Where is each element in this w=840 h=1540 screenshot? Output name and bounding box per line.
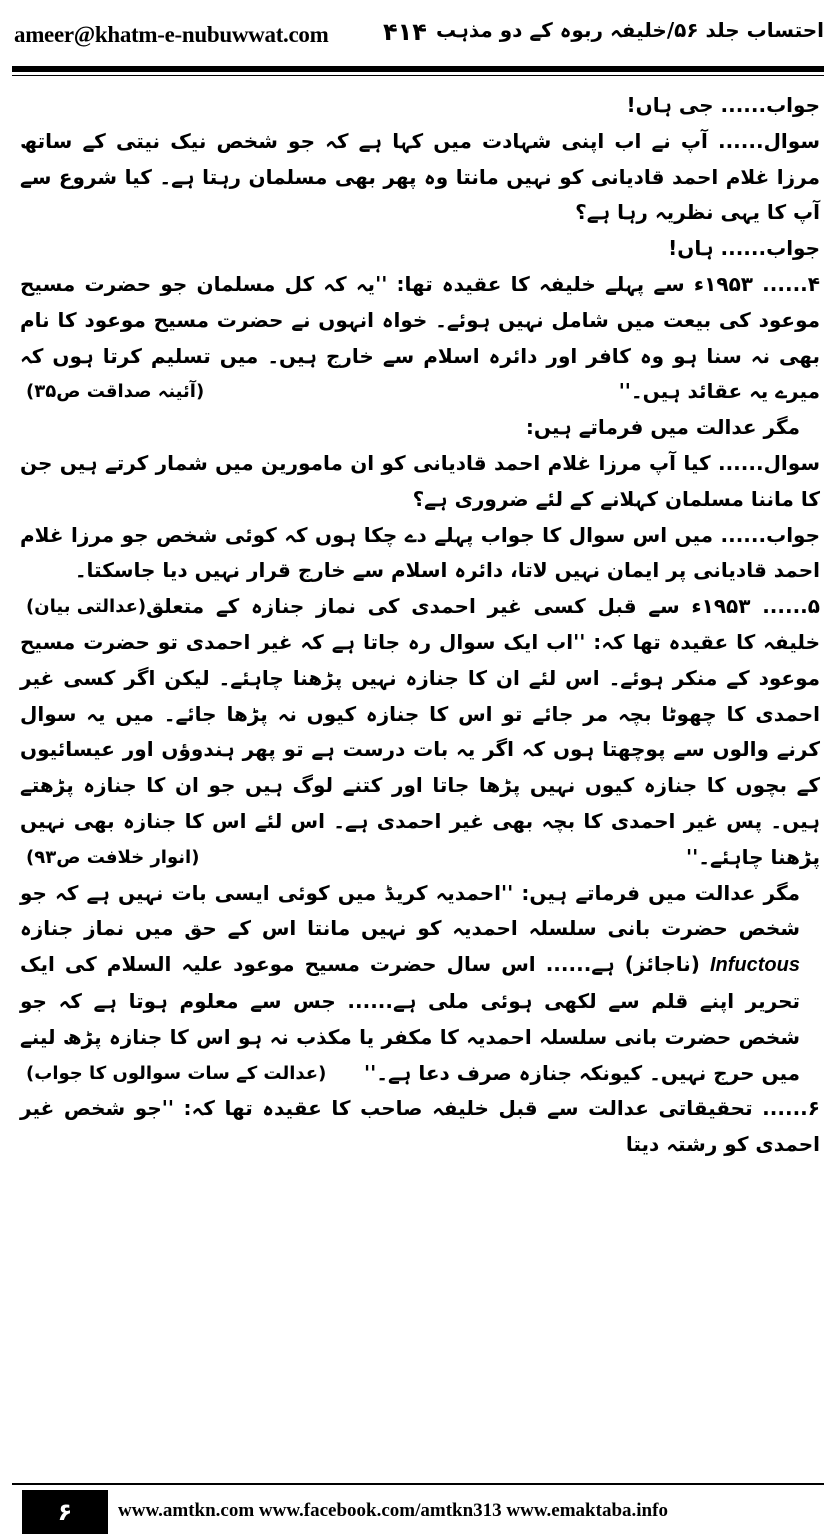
- page-footer: [12, 1486, 824, 1536]
- citation: (عدالت کے سات سوالوں کا جواب): [26, 1062, 327, 1084]
- citation: (عدالتی بیان): [26, 596, 147, 618]
- footer-links: www.amtkn.com www.facebook.com/amtkn313 www.emaktaba.info: [118, 1500, 668, 1521]
- paragraph-court-statement: مگر عدالت میں فرماتے ہیں: ''احمدیہ کریڈ میں کوئی ایسی بات نہیں ہے کہ جو شخص حضرت بانی سلسلہ احمدیہ کو نہیں مانتا اس کے حق میں نماز جنازہ Infuctous (ناجائز) ہے...... اس سال حضرت مسیح موعود علیہ السلام کی ایک تحریر اپنے قلم سے لکھی ہوئی ملی ہے...... جس سے معلوم ہوتا ہے کہ جو شخص حضرت بانی سلسلہ احمدیہ کا مکفر یا مکذب نہ ہو اس کا جنازہ پڑھ لینے میں حرج نہیں۔ کیونکہ جنازہ صرف دعا ہے۔'' (عدالت کے سات سوالوں کا جواب): [20, 876, 820, 1092]
- footer-page-number: ۶: [22, 1490, 108, 1534]
- footer-rule: [12, 1483, 824, 1485]
- paragraph-answer-2: جواب...... ہاں!: [668, 236, 820, 261]
- paragraph-item-6: ۶...... تحقیقاتی عدالت سے قبل خلیفہ صاحب کا عقیدہ تھا کہ: ''جو شخص غیر احمدی کو رشتہ دیتا: [20, 1096, 820, 1157]
- english-term: Infuctous: [710, 954, 800, 977]
- citation: (انوار خلافت ص۹۳): [26, 846, 200, 868]
- page-body: [20, 88, 820, 1163]
- paragraph-answer-3: جواب...... میں اس سوال کا جواب پہلے دے چکا ہوں کہ کوئی شخص جو مرزا غلام احمد قادیانی پر ایمان نہیں لاتا، دائرہ اسلام سے خارج قرار نہیں دیا جاسکتا۔ (عدالتی بیان): [20, 518, 820, 590]
- paragraph-question-2: سوال...... کیا آپ مرزا غلام احمد قادیانی کو ان مامورین میں شمار کرتے ہیں جن کا ماننا مسلمان کہلانے کے لئے ضروری ہے؟: [20, 450, 820, 511]
- header-page-number: ۴۱۴: [383, 18, 427, 46]
- paragraph-answer-1: جواب...... جی ہاں!: [626, 93, 820, 117]
- paragraph-item-4: ۴...... ۱۹۵۳ء سے پہلے خلیفہ کا عقیدہ تھا: ''یہ کہ کل مسلمان جو حضرت مسیح موعود کی بیعت میں شامل نہیں ہوئے۔ خواہ انہوں نے حضرت مسیح موعود کا نام بھی نہ سنا ہو وہ کافر اور دائرہ اسلام سے خارج ہیں۔ میں تسلیم کرتا ہوں کہ میرے یہ عقائد ہیں۔'' (آئینہ صداقت ص۳۵): [20, 267, 820, 410]
- page-header: [0, 0, 840, 60]
- header-rule-thin: [12, 75, 824, 76]
- citation: (آئینہ صداقت ص۳۵): [26, 381, 205, 403]
- paragraph-court-intro-1: مگر عدالت میں فرماتے ہیں:: [525, 415, 800, 440]
- paragraph-item-5: ۵...... ۱۹۵۳ء سے قبل کسی غیر احمدی کی نماز جنازہ کے متعلق خلیفہ کا عقیدہ تھا کہ: ''اب ایک سوال رہ جاتا ہے کہ غیر احمدی تو حضرت مسیح موعود کے منکر ہوئے۔ اس لئے ان کا جنازہ نہیں پڑھنا چاہئے۔ لیکن اگر کسی غیر احمدی کا چھوٹا بچہ مر جائے تو اس کا جنازہ کیوں نہ پڑھا جائے۔ میں یہ سوال کرنے والوں سے پوچھتا ہوں کہ اگر یہ بات درست ہے تو پھر ہندوؤں اور عیسائیوں کے بچوں کا جنازہ کیوں نہیں پڑھا جاتا اور کتنے لوگ ہیں جو ان کا جنازہ پڑھتے ہیں۔ پس غیر احمدی کا بچہ بھی غیر احمدی ہے۔ اس لئے اس کا جنازہ بھی نہیں پڑھنا چاہئے۔'' (انوار خلافت ص۹۳): [20, 589, 820, 875]
- paragraph-question-1: سوال...... آپ نے اب اپنی شہادت میں کہا ہے کہ جو شخص نیک نیتی کے ساتھ مرزا غلام احمد قادیانی کو نہیں مانتا وہ پھر بھی مسلمان رہتا ہے۔ کیا شروع سے آپ کا یہی نظریہ رہا ہے؟: [20, 128, 820, 225]
- header-title: احتساب جلد ۵۶/خلیفہ ربوہ کے دو مذہب: [435, 18, 824, 42]
- header-rule-thick: [12, 66, 824, 72]
- header-email: ameer@khatm-e-nubuwwat.com: [14, 22, 329, 47]
